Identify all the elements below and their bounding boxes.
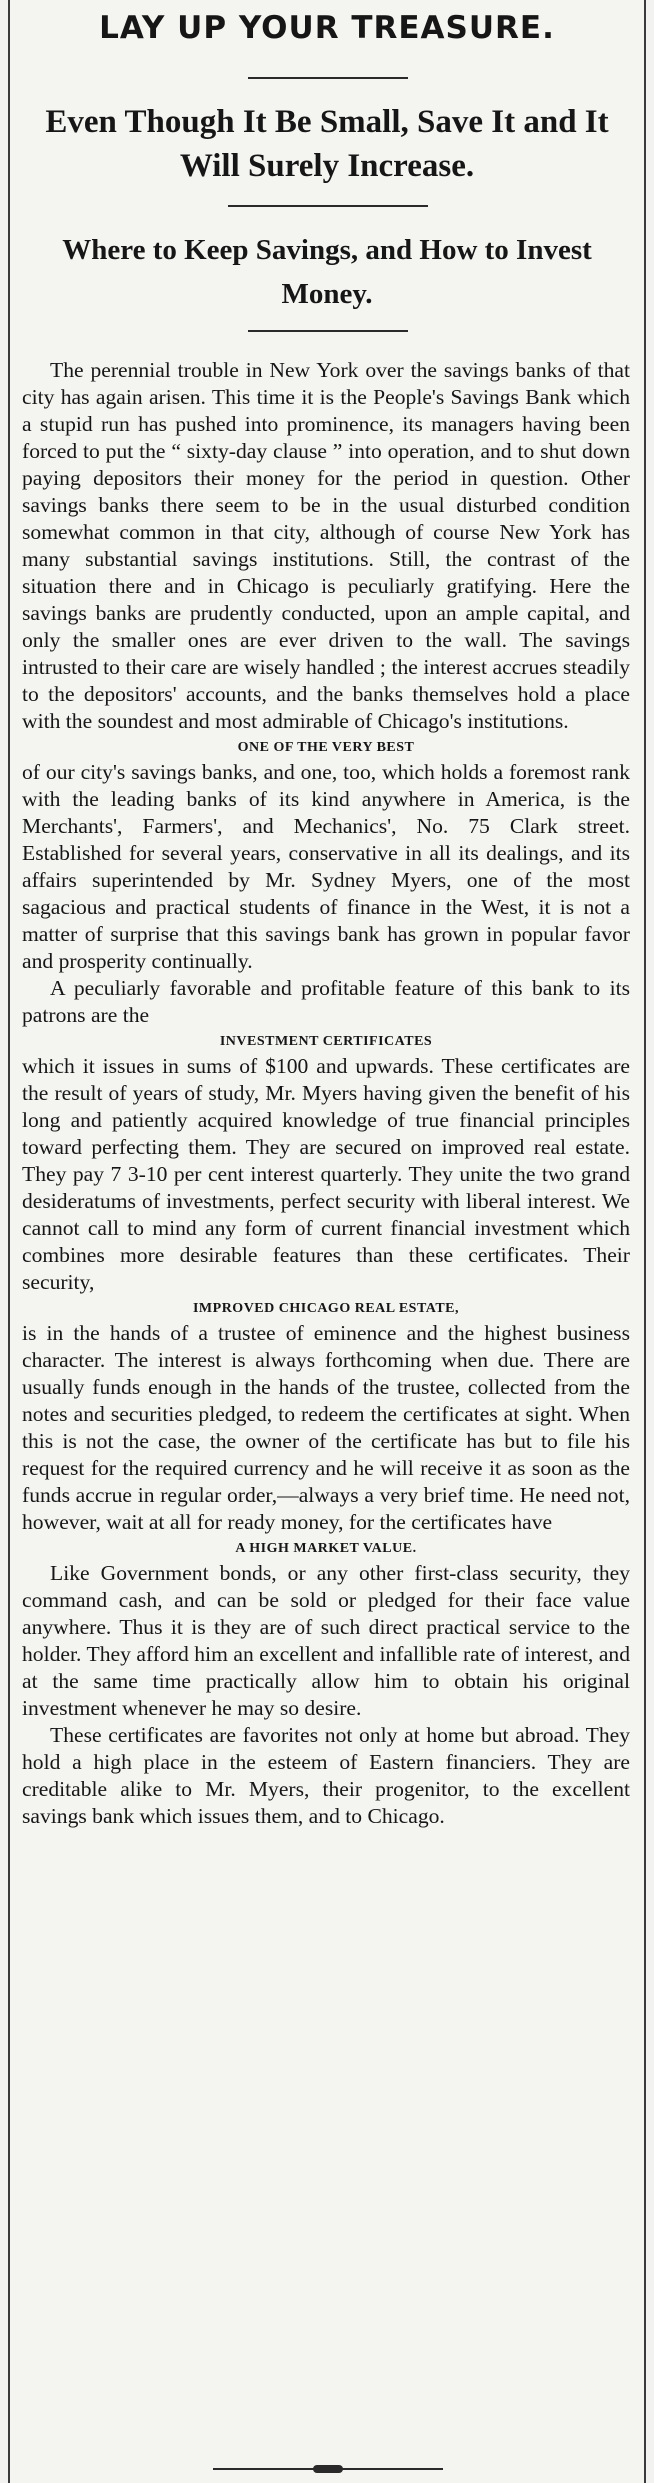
subhead: A HIGH MARKET VALUE. (235, 1541, 417, 1556)
column-rule-left (8, 0, 10, 2483)
subhead: INVESTMENT CERTIFICATES (219, 1034, 433, 1049)
paragraph: A peculiarly favorable and profitable feature of this bank to its patrons are the (22, 976, 630, 1027)
headline-divider (248, 77, 408, 79)
subhead: ONE OF THE VERY BEST (237, 740, 415, 755)
article-body (22, 357, 630, 1830)
paragraph: Like Government bonds, or any other first-class security, they command cash, and can be sold or pledged for their face value anywhere. Thus it is they are of such direct practical service to the holder. They afford him an excellent and infallible rate of interest, and at the same time practically allow him to obtain his original investment whenever he may so desire. (22, 1561, 630, 1720)
headline: LAY UP YOUR TREASURE. (99, 10, 555, 46)
subhead: IMPROVED CHICAGO REAL ESTATE, (192, 1301, 459, 1316)
paragraph: of our city's savings banks, and one, too, which holds a foremost rank with the leading banks of its kind anywhere in America, is the Merchants', Farmers', and Mechanics', No. 75 Clark street. Established for several years, conservative in all its dealings, and its affairs superintended by Mr. Sydney Myers, one of the most sagacious and practical students of finance in the West, it is not a matter of surprise that this savings bank has grown in popular favor and prosperity continually. (22, 760, 630, 973)
paragraph: The perennial trouble in New York over the savings banks of that city has again arisen. This time it is the People's Savings Bank which a stupid run has pushed into prominence, its managers having been forced to put the “ sixty-day clause ” into operation, and to shut down paying depositors their money for the period in question. Other savings banks there seem to be in the usual disturbed condition somewhat common in that city, although of course New York has many substantial savings institutions. Still, the contrast of the situation there and in Chicago is peculiarly gratifying. Here the savings banks are prudently conducted, upon an ample capital, and only the smaller ones are ever driven to the wall. The savings intrusted to their care are wisely handled ; the interest accrues steadily to the depositors' accounts, and the banks themselves hold a place with the soundest and most admirable of Chicago's institutions. (22, 358, 630, 733)
paragraph: which it issues in sums of $100 and upwards. These certificates are the result of years of study, Mr. Myers having given the benefit of his long and patiently acquired knowledge of true financial principles toward perfecting them. They are secured on improved real estate. They pay 7 3-10 per cent interest quarterly. They unite the two grand desideratums of investments, perfect security with liberal interest. We cannot call to mind any form of current financial investment which combines more desirable features than these certificates. Their security, (22, 1054, 630, 1294)
end-ornament (213, 2468, 443, 2470)
column-rule-right (644, 0, 646, 2483)
paragraph: These certificates are favorites not only at home but abroad. They hold a high place in the esteem of Eastern financiers. They are creditable alike to Mr. Myers, their progenitor, to the excellent savings bank which issues them, and to Chicago. (22, 1723, 630, 1828)
deck-divider (228, 205, 428, 207)
deck-secondary: Where to Keep Savings, and How to Invest Money. (62, 234, 592, 310)
newspaper-clipping (8, 0, 646, 2483)
paragraph: is in the hands of a trustee of eminence and the highest business character. The interest is always forthcoming when due. There are usually funds enough in the hands of the trustee, collected from the notes and securities pledged, to redeem the certificates at sight. When this is not the case, the owner of the certificate has but to file his request for the required currency and he will receive it as soon as the funds accrue in regular order,—always a very brief time. He need not, however, wait at all for ready money, for the certificates have (22, 1321, 630, 1534)
body-divider (248, 330, 408, 332)
deck-primary: Even Though It Be Small, Save It and It Will Surely Increase. (45, 104, 609, 184)
